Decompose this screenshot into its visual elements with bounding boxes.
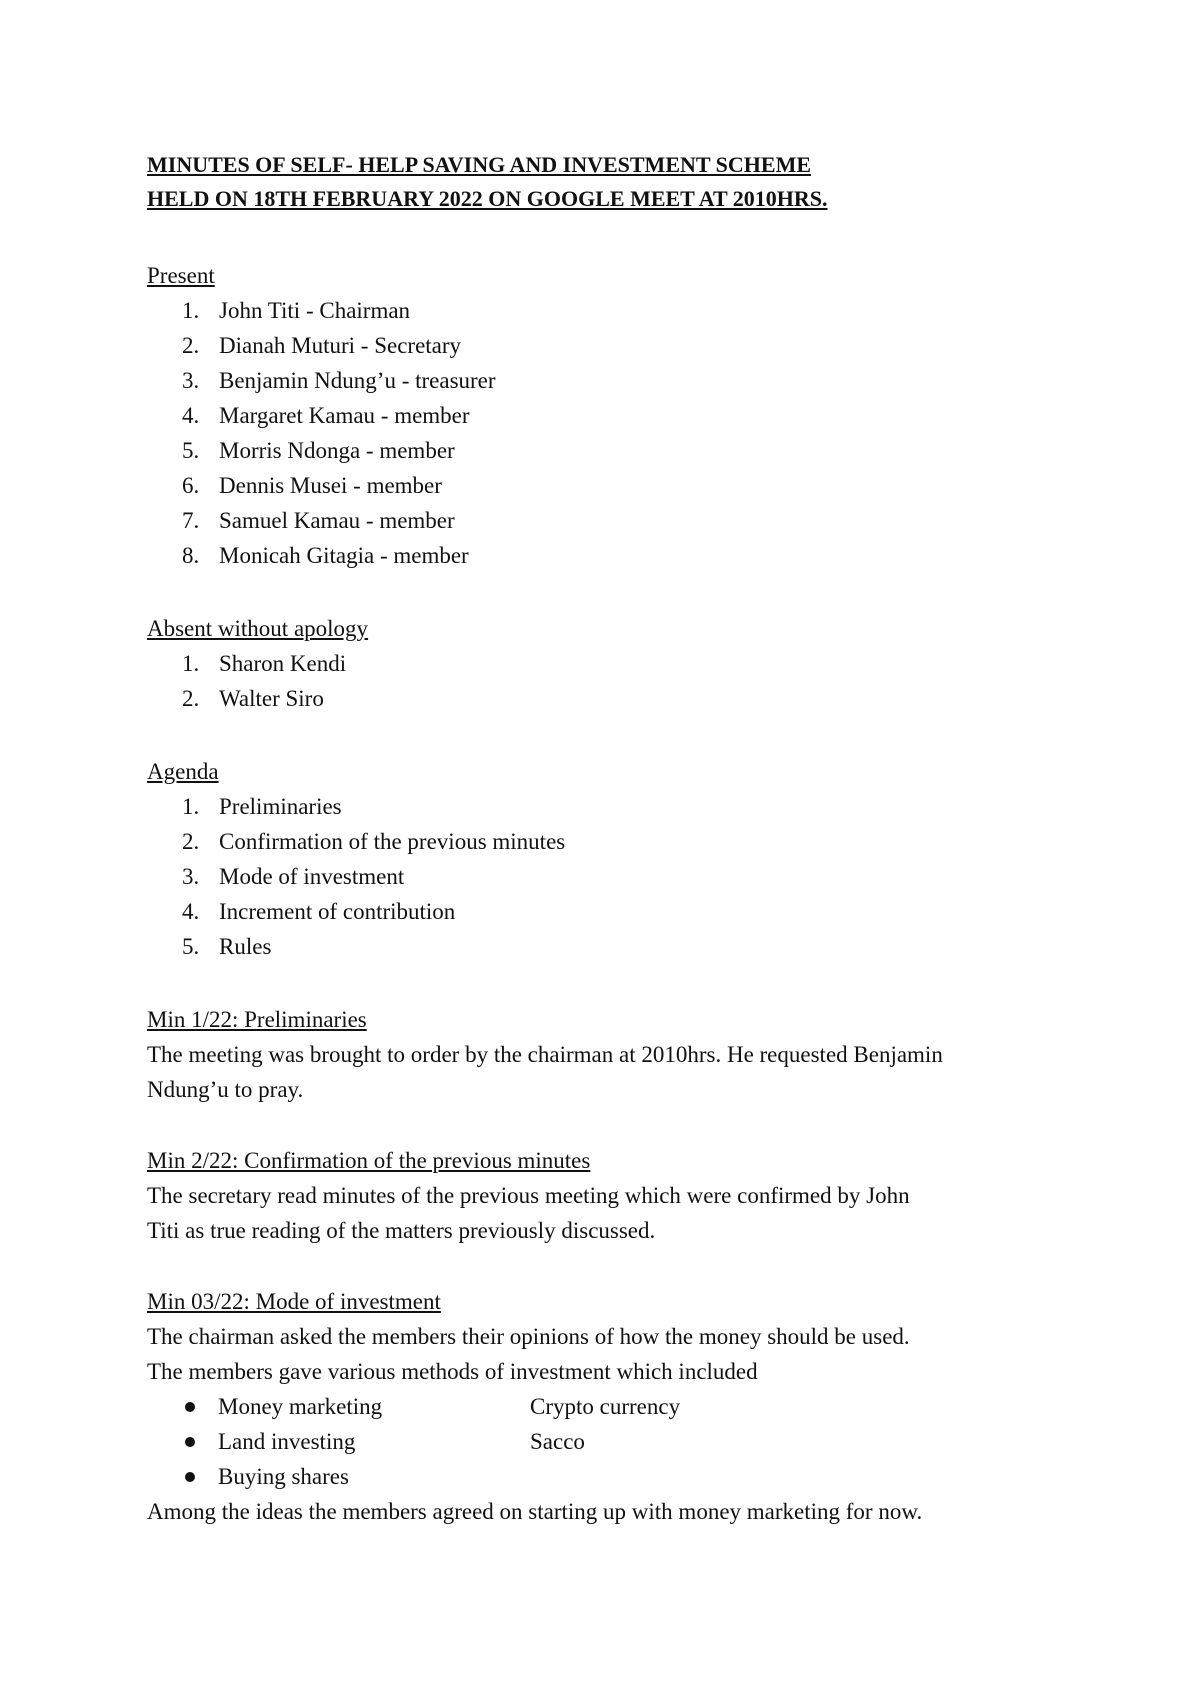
investment-methods-list [147, 1389, 1087, 1494]
agenda-heading: Agenda [147, 759, 219, 784]
min3-line-2: The members gave various methods of investment which included [147, 1359, 758, 1384]
min1-line-1: The meeting was brought to order by the chairman at 2010hrs. He requested Benjamin [147, 1042, 943, 1067]
list-item: 2. Dianah Muturi - Secretary [182, 333, 462, 358]
title-line-2: HELD ON 18TH FEBRUARY 2022 ON GOOGLE MEET AT 2010HRS. [147, 186, 828, 211]
min1-line-2: Ndung’u to pray. [147, 1077, 304, 1102]
list-item: 6. Dennis Musei - member [182, 473, 442, 498]
bullet-icon [185, 1472, 195, 1482]
absent-heading: Absent without apology [147, 616, 369, 641]
list-item: 7. Samuel Kamau - member [182, 508, 455, 533]
min2-heading: Min 2/22: Confirmation of the previous minutes [147, 1148, 591, 1173]
list-item: 1. Preliminaries [182, 794, 342, 819]
list-item: Money marketing Crypto currency [147, 1389, 1087, 1424]
title-line-1: MINUTES OF SELF- HELP SAVING AND INVESTMENT SCHEME [147, 152, 812, 177]
min3-paragraph [147, 1319, 1087, 1389]
min3-heading: Min 03/22: Mode of investment [147, 1289, 441, 1314]
list-item: 2. Confirmation of the previous minutes [182, 829, 566, 854]
min2-line-2: Titi as true reading of the matters previously discussed. [147, 1218, 656, 1243]
list-item: 5. Morris Ndonga - member [182, 438, 455, 463]
absent-list [147, 646, 1087, 716]
list-item: 3. Benjamin Ndung’u - treasurer [182, 368, 496, 393]
present-heading: Present [147, 263, 215, 288]
min1-heading: Min 1/22: Preliminaries [147, 1007, 367, 1032]
list-item: 3. Mode of investment [182, 864, 405, 889]
list-item: 8. Monicah Gitagia - member [182, 543, 469, 568]
list-item: 1. John Titi - Chairman [182, 298, 411, 323]
list-item: 1. Sharon Kendi [182, 651, 347, 676]
min2-line-1: The secretary read minutes of the previous meeting which were confirmed by John [147, 1183, 910, 1208]
document-title [147, 148, 1087, 216]
min2-paragraph [147, 1178, 1087, 1248]
list-item: 4. Increment of contribution [182, 899, 456, 924]
min1-paragraph [147, 1037, 1087, 1107]
present-list [147, 293, 1087, 573]
min3-line-1: The chairman asked the members their opinions of how the money should be used. [147, 1324, 910, 1349]
bullet-icon [185, 1402, 195, 1412]
list-item: Land investing Sacco [147, 1424, 1087, 1459]
list-item: 4. Margaret Kamau - member [182, 403, 470, 428]
list-item: 5. Rules [182, 934, 272, 959]
min3-closing: Among the ideas the members agreed on starting up with money marketing for now. [147, 1499, 923, 1524]
bullet-icon [185, 1437, 195, 1447]
list-item: 2. Walter Siro [182, 686, 324, 711]
document-content [147, 148, 1087, 1529]
agenda-list [147, 789, 1087, 964]
list-item: Buying shares [147, 1459, 1087, 1494]
